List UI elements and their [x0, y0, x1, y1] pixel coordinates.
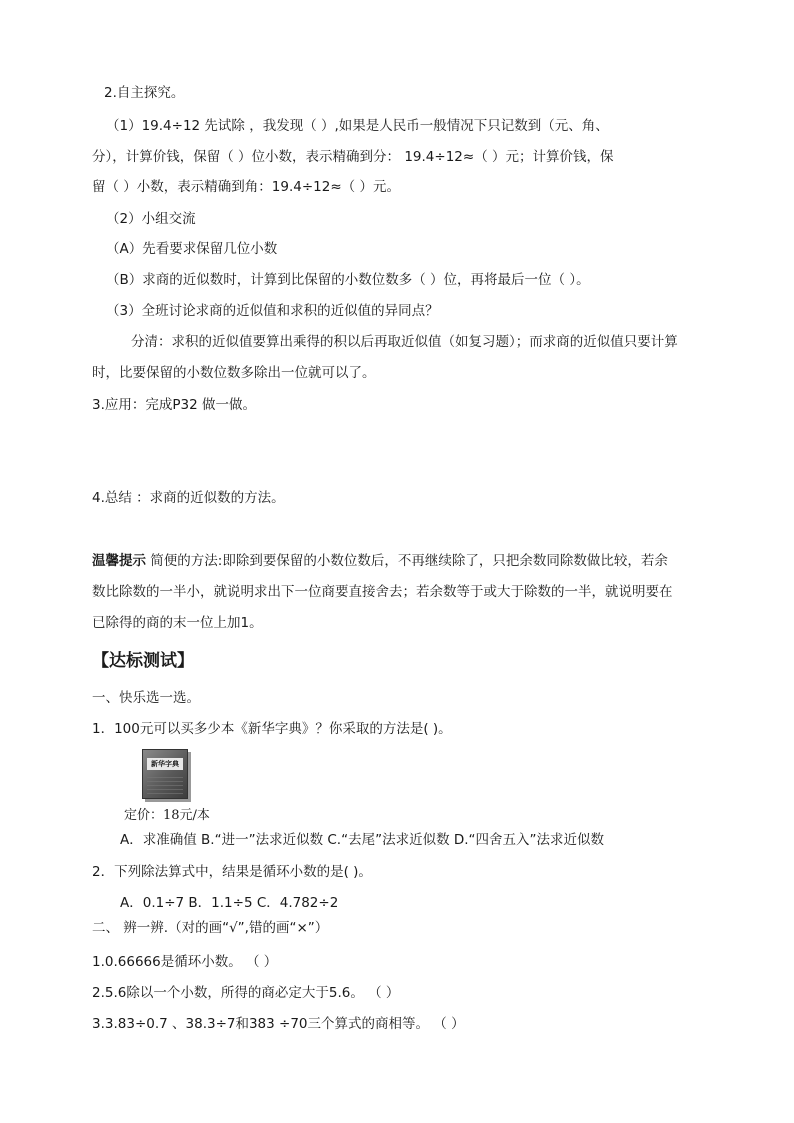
judge-1: 1.0.66666是循环小数。 （ ）	[92, 954, 278, 970]
section-2-p1-line3: 留（ ）小数，表示精确到角：19.4÷12≈（ ）元。	[92, 179, 400, 195]
section-2-p1-line2: 分），计算价钱，保留（ ）位小数，表示精确到分： 19.4÷12≈（ ）元；计算价钱，保	[92, 149, 614, 165]
section-2-pA: （A）先看要求保留几位小数	[106, 241, 278, 257]
book-illustration	[142, 749, 188, 799]
test-heading: 【达标测试】	[92, 651, 194, 671]
tip-text: 简便的方法:即除到要保留的小数位数后，不再继续除了，只把余数同除数做比较，若余	[146, 553, 668, 569]
clarify-line1: 分清：求积的近似值要算出乘得的积以后再取近似值（如复习题）；而求商的近似值只要计算	[131, 334, 678, 350]
section-2-p2: （2）小组交流	[106, 211, 196, 227]
tip-line3: 已除得的商的末一位上加1。	[92, 615, 263, 631]
section-2-title: 2.自主探究。	[104, 85, 185, 101]
question-1: 1．100元可以买多少本《新华字典》？你采取的方法是( )。	[92, 721, 452, 737]
judge-3: 3.3.83÷0.7 、38.3÷7和383 ÷70三个算式的商相等。 （ ）	[92, 1016, 465, 1032]
question-2-options: A．0.1÷7 B．1.1÷5 C．4.782÷2	[120, 895, 339, 911]
section-2-p1-line1: （1）19.4÷12 先试除 ，我发现（ ）,如果是人民币一般情况下只记数到（元、角、	[106, 118, 609, 134]
question-1-options: A．求准确值 B.“进一”法求近似数 C.“去尾”法求近似数 D.“四舍五入”法求近似数	[120, 832, 605, 848]
section-2-p3: （3）全班讨论求商的近似值和求积的近似值的异同点？	[106, 303, 439, 319]
clarify-line2: 时，比要保留的小数位数多除出一位就可以了。	[92, 365, 376, 381]
section-2-pB: （B）求商的近似数时，计算到比保留的小数位数多（ ）位，再将最后一位（ ）。	[106, 272, 590, 288]
tip-label: 温馨提示	[92, 553, 146, 569]
section-3: 3.应用：完成P32 做一做。	[92, 397, 256, 413]
tip-line1	[92, 552, 668, 570]
part1-title: 一、快乐选一选。	[92, 690, 200, 706]
book-cover-title: 新华字典	[147, 758, 183, 770]
part2-title: 二、 辨一辨.（对的画“√”,错的画“×”）	[92, 920, 329, 936]
tip-line2: 数比除数的一半小，就说明求出下一位商要直接舍去；若余数等于或大于除数的一半，就说明要在	[92, 584, 673, 600]
judge-2: 2.5.6除以一个小数，所得的商必定大于5.6。 （ ）	[92, 985, 400, 1001]
section-4: 4.总结 ：求商的近似数的方法。	[92, 490, 285, 506]
book-cover-lines	[147, 776, 183, 794]
book-price: 定价：18元/本	[124, 808, 210, 823]
question-2: 2．下列除法算式中，结果是循环小数的是( )。	[92, 864, 372, 880]
